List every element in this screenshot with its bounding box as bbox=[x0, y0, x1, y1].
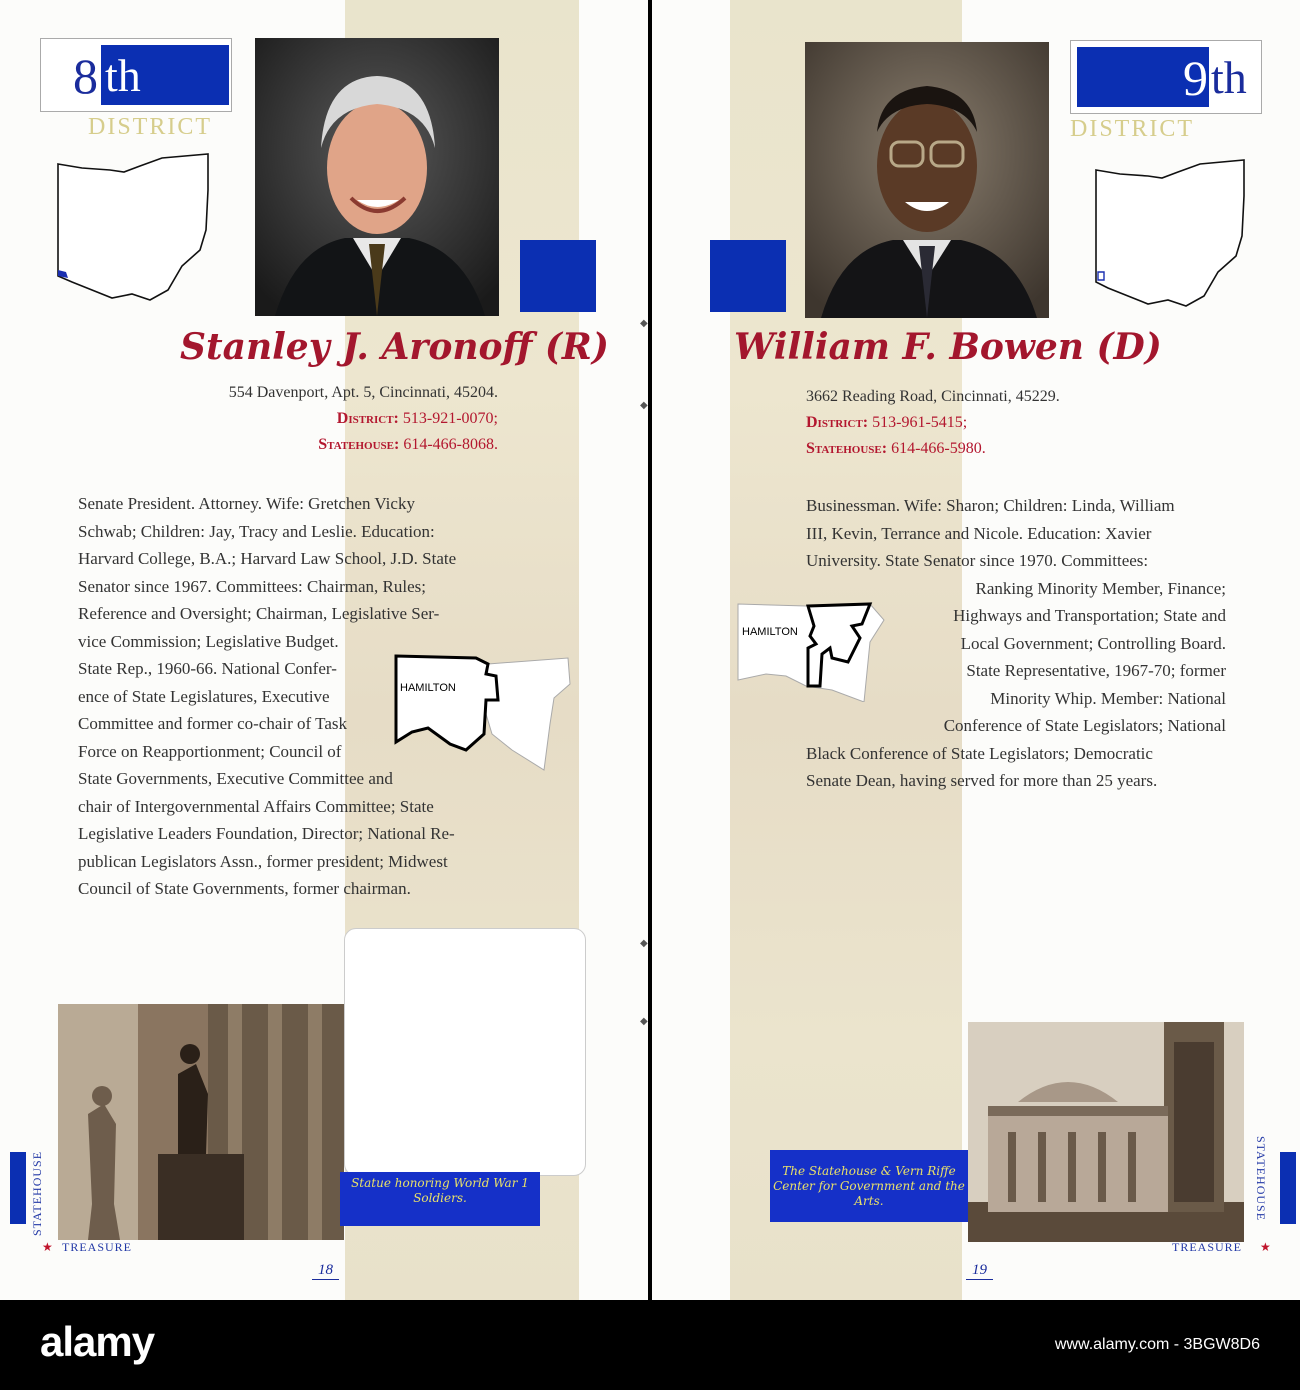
senator-name: William F. Bowen (D) bbox=[734, 326, 1162, 368]
bio-line: Legislative Leaders Foundation, Director; National Re- bbox=[78, 824, 455, 843]
district-phone: 513-961-5415; bbox=[872, 414, 968, 431]
bio-line: Ranking Minority Member, Finance; bbox=[975, 578, 1226, 598]
district-word: DISTRICT bbox=[1070, 116, 1194, 142]
bio-line: State Governments, Executive Committee and bbox=[78, 769, 393, 788]
bio-line: vice Commission; Legislative Budget. bbox=[78, 631, 339, 651]
district-word: DISTRICT bbox=[88, 114, 212, 140]
right-page bbox=[652, 0, 1300, 1300]
blue-square bbox=[520, 240, 596, 312]
senator-photo bbox=[255, 38, 499, 316]
district-phone-label: District: bbox=[336, 410, 399, 427]
district-suffix: th bbox=[105, 50, 141, 101]
photo-caption: The Statehouse & Vern Riffe Center for Government and the Arts. bbox=[770, 1150, 968, 1222]
side-tab bbox=[10, 1152, 26, 1224]
county-label: HAMILTON bbox=[742, 626, 798, 638]
star-icon: ★ bbox=[1260, 1240, 1271, 1254]
side-tab bbox=[1280, 1152, 1296, 1224]
left-page: 8 th DISTRICT Stanley J. Aronoff (R) 554 Davenport, Apt. 5, Cincinnati, 45204. District: 513-921-0070; Statehouse: 614-466-8068. Senate President. Attorney. Wife: Gretchen Vicky Schwab; Children: Jay, Tracy and Leslie. Education: Harvard College, B.A.; Harvard Law School, J.D. State Senator since 1967. Committees: Chairman, Rules; Reference and Oversight; Chairman, Legislative Ser- vice Commission; Legislative Budget. State Rep., 1960-66. National Confer- ence of State Legislatures, Executive Committee and former co-chair of Task Force on Reapportionment; Council of State Governments, Executive Committee and chair of Intergovernmental Affairs Committee; State Legislative Leaders Foundation, Director; National Re- publican Legislators Assn., former president; Midwest Council of State Governments, former chairman. HAMILTON Statue honoring World War 1 Soldiers. STATEHOUSE ★ TREASURE 18 ◆ ◆ ◆ ◆ bbox=[0, 0, 648, 1300]
senator-photo bbox=[805, 42, 1049, 318]
district-number: 8 bbox=[73, 48, 98, 104]
county-map bbox=[736, 602, 912, 702]
district-suffix: th bbox=[1211, 52, 1247, 103]
county-label: HAMILTON bbox=[400, 682, 456, 694]
district-phone-label: District: bbox=[806, 414, 869, 431]
district-phone: 513-921-0070; bbox=[402, 410, 498, 427]
bio-line: Local Government; Controlling Board. bbox=[960, 633, 1226, 653]
bio-line: Businessman. Wife: Sharon; Children: Linda, William bbox=[806, 496, 1175, 515]
bio-line: Harvard College, B.A.; Harvard Law School, J.D. State bbox=[78, 549, 457, 568]
bio-line: Highways and Transportation; State and bbox=[953, 606, 1226, 625]
address: 3662 Reading Road, Cincinnati, 45229. bbox=[806, 388, 1060, 405]
treasure-word: TREASURE bbox=[62, 1240, 133, 1254]
watermark-logo: alamy bbox=[40, 1318, 155, 1365]
statehouse-phone-label: Statehouse: bbox=[806, 440, 888, 457]
side-word: STATEHOUSE bbox=[1254, 1136, 1268, 1222]
page-number: 18 bbox=[312, 1262, 339, 1280]
star-icon: ★ bbox=[42, 1240, 53, 1254]
bio-line: Black Conference of State Legislators; Democratic bbox=[806, 743, 1153, 763]
bio-line: Council of State Governments, former chairman. bbox=[78, 879, 411, 898]
blue-square bbox=[710, 240, 786, 312]
side-word: STATEHOUSE bbox=[30, 1150, 44, 1236]
bio-line: University. State Senator since 1970. Committees: bbox=[806, 551, 1149, 570]
bio-line: ence of State Legislatures, Executive bbox=[78, 686, 330, 706]
treasure-word: TREASURE bbox=[1172, 1240, 1243, 1254]
bio-line: Senate Dean, having served for more than 25 years. bbox=[806, 771, 1158, 790]
bio-line: publican Legislators Assn., former president; Midwest bbox=[78, 851, 448, 871]
district-badge bbox=[40, 38, 232, 112]
county-map bbox=[392, 654, 572, 774]
image-code: www.alamy.com - 3BGW8D6 bbox=[1054, 1336, 1260, 1353]
statehouse-phone-label: Statehouse: bbox=[318, 436, 400, 453]
ohio-map-icon bbox=[1090, 156, 1250, 316]
bio-line: Committee and former co-chair of Task bbox=[78, 714, 347, 733]
bio-line: Senator since 1967. Committees: Chairman, Rules; bbox=[78, 576, 426, 596]
ohio-map-icon bbox=[52, 150, 212, 310]
bio-line: chair of Intergovernmental Affairs Committee; State bbox=[78, 796, 434, 816]
statehouse-phone: 614-466-5980. bbox=[891, 440, 986, 457]
bio-line: State Representative, 1967-70; former bbox=[966, 661, 1226, 680]
blank-panel bbox=[344, 928, 586, 1176]
contact-block bbox=[806, 384, 1206, 462]
statehouse-photo bbox=[968, 1022, 1244, 1242]
bio-line: State Rep., 1960-66. National Confer- bbox=[78, 659, 337, 678]
photo-caption: Statue honoring World War 1 Soldiers. bbox=[340, 1172, 540, 1226]
statue-photo bbox=[58, 1004, 344, 1240]
senator-name: Stanley J. Aronoff (R) bbox=[180, 326, 609, 368]
statehouse-phone: 614-466-8068. bbox=[403, 436, 498, 453]
bio-line: Force on Reapportionment; Council of bbox=[78, 741, 342, 761]
bio-line: III, Kevin, Terrance and Nicole. Education: Xavier bbox=[806, 523, 1152, 543]
bio-line: Senate President. Attorney. Wife: Gretchen Vicky bbox=[78, 494, 415, 513]
page-number: 19 bbox=[966, 1262, 993, 1280]
footer-bar bbox=[0, 1300, 1300, 1390]
bio-line: Schwab; Children: Jay, Tracy and Leslie. Education: bbox=[78, 521, 435, 541]
bio-line: Minority Whip. Member: National bbox=[990, 688, 1226, 708]
bio-line: Conference of State Legislators; National bbox=[943, 716, 1226, 735]
contact-block bbox=[150, 380, 498, 458]
district-badge bbox=[1070, 40, 1262, 114]
district-number: 9 bbox=[1183, 50, 1208, 106]
bio-line: Reference and Oversight; Chairman, Legislative Ser- bbox=[78, 604, 440, 623]
address: 554 Davenport, Apt. 5, Cincinnati, 45204. bbox=[228, 384, 498, 401]
